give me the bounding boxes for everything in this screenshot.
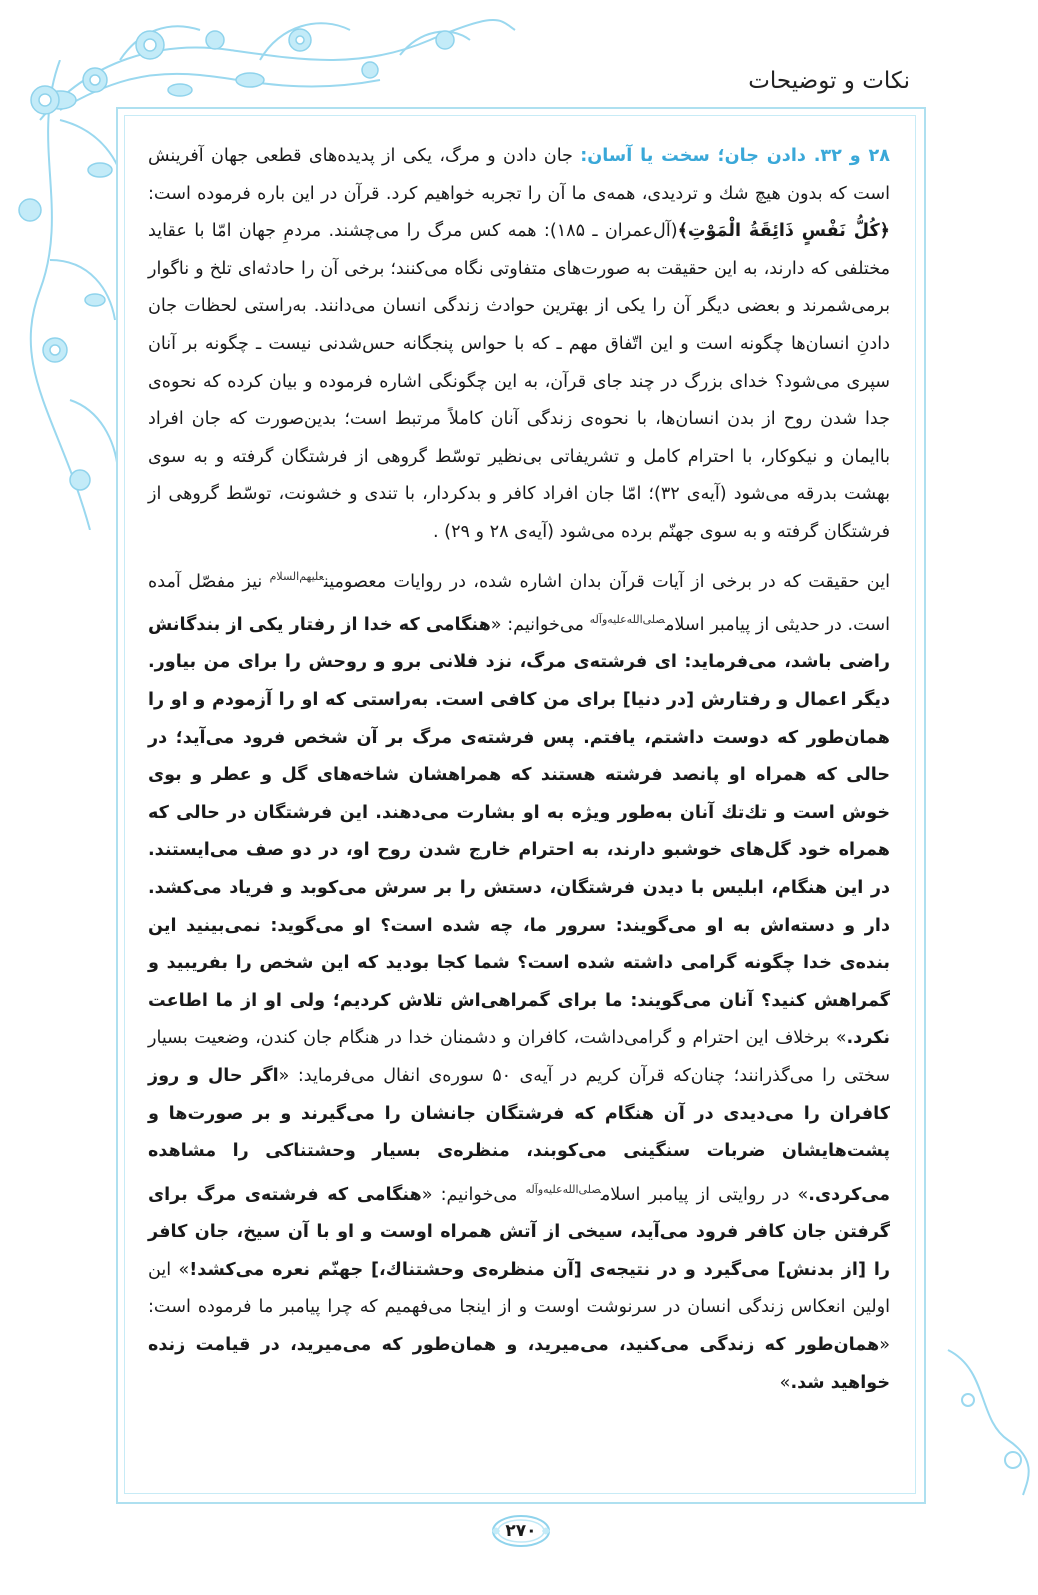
page-number-badge bbox=[490, 1512, 552, 1550]
paragraph-text: » bbox=[779, 1372, 791, 1393]
corner-flourish bbox=[928, 1340, 1038, 1500]
hadith-quote: هنگامی که فرشته‌ی مرگ برای گرفتن جان کافر فرود می‌آید، سیخی از آتش همراه اوست و او با آن سیخ، جان کافر را [از بدنش] می‌گیرد و در نتیجه‌ی [آن منظره‌ی وحشتناك،] جهنّم نعره می‌کشد! bbox=[148, 1184, 890, 1280]
paragraph-text: جان دادن و مرگ، یکی از پدیده‌های قطعی جهان آفرینش است که بدون هیچ شك و تردیدی، همه‌ی ما آن را تجربه خواهیم کرد. قرآن در این باره فرموده است: bbox=[148, 146, 890, 204]
paragraph-1 bbox=[148, 138, 890, 552]
verse-translation: اگر حال و روز کافران را می‌دیدی در آن هنگام که فرشتگان جانشان را می‌گیرند و بر صورت‌ها و پشت‌هایشان ضربات سنگینی می‌کوبند، منظره‌ی بسیار وحشتناکی را مشاهده می‌کردی. bbox=[148, 1065, 890, 1205]
paragraph-text: می‌خوانیم: « bbox=[490, 614, 590, 635]
text-body bbox=[148, 138, 890, 1402]
page-number: ۲۷۰ bbox=[505, 1521, 537, 1541]
quran-verse: ﴿كُلُّ نَفْسٍ ذَائِقَةُ الْمَوْتِ﴾ bbox=[677, 221, 890, 242]
paragraph-heading: ۲۸ و ۳۲. دادن جان؛ سخت یا آسان: bbox=[580, 146, 890, 166]
section-title: نکات و توضیحات bbox=[748, 68, 910, 94]
hadith-quote: هنگامی که خدا از رفتار یکی از بندگانش راضی باشد، می‌فرماید: ای فرشته‌ی مرگ، نزد فلانی برو و روحش را برای من بیاور. دیگر اعمال و رفتارش [در دنیا] برای من کافی است. به‌راستی که او را آزمودم و او را همان‌طور که دوست داشتم، یافتم. پس فرشته‌ی مرگ بر آن شخص فرود می‌آید؛ در حالی که همراه او پانصد فرشته هستند که همراهشان شاخه‌های گل و عطر و بوی خوش است و تك‌تك آنان به‌طور ویژه به او بشارت می‌دهند. این فرشتگان در حالی که همراه خود گل‌های خوشبو دارند، به احترام خارج شدن روح او، در دو صف می‌ایستند. در این هنگام، ابلیس با دیدن فرشتگان، دستش را بر سرش می‌کوبد و فریاد می‌کشد. دار و دسته‌اش به او می‌گویند: سرور ما، چه شده است؟ او می‌گوید: نمی‌بینید این بنده‌ی خدا چگونه گرامی داشته شده است؟ شما کجا بودید که این شخص را بفریبید و گمراهش کنید؟ آنان می‌گویند: ما برای گمراهی‌اش تلاش کردیم؛ ولی او از ما اطاعت نکرد. bbox=[148, 614, 890, 1049]
paragraph-text: » در روایتی از پیامبر اسلام bbox=[600, 1184, 809, 1205]
paragraph-2 bbox=[148, 558, 890, 1403]
paragraph-text: این حقیقت که در برخی از آیات قرآن بدان اشاره شده، در روایات معصومین bbox=[323, 571, 890, 592]
honorific-symbol: صلی‌الله‌علیه‌وآله bbox=[525, 1182, 601, 1196]
hadith-quote: همان‌طور که زندگی می‌کنید، می‌میرید، و همان‌طور که می‌میرید، در قیامت زنده خواهید شد. bbox=[148, 1334, 890, 1393]
paragraph-text: » برخلاف این احترام و گرامی‌داشت، کافران و دشمنان خدا در هنگام جان کندن، وضعیت بسیار سختی را می‌گذرانند؛ چنان‌که قرآن کریم در آیه‌ی ۵۰ سوره‌ی انفال می‌فرماید: « bbox=[148, 1028, 891, 1086]
paragraph-text: می‌خوانیم: « bbox=[421, 1184, 526, 1205]
honorific-symbol: صلی‌الله‌علیه‌وآله bbox=[589, 612, 665, 626]
paragraph-text: (آل‌عمران ـ ۱۸۵): همه کس مرگ را می‌چشند. مردمِ جهان امّا با عقاید مختلفی که دارند، به این حقیقت به صورت‌های متفاوتی نگاه می‌کنند؛ برخی آن را حادثه‌ای تلخ و ناگوار برمی‌شمرند و بعضی دیگر آن را یکی از بهترین حوادث زندگی انسان می‌دانند. به‌راستی لحظات جان دادنِ انسان‌ها چگونه است و این اتّفاق مهم ـ که با حواس پنجگانه حس‌شدنی نیست ـ چگونه بر آنان سپری می‌شود؟ خدای بزرگ در چند جای قرآن، به این چگونگی اشاره فرموده و بیان کرده که نحوه‌ی جدا شدن روح از بدن انسان‌ها، با نحوه‌ی زندگی آنان کاملاً مرتبط است؛ بدین‌صورت که جان افراد باایمان و نیکوکار، با احترام کامل و تشریفاتی بی‌نظیر توسّط گروهی از فرشتگان گرفته و به سوی بهشت بدرقه می‌شود (آیه‌ی ۳۲)؛ امّا جان افراد کافر و بدکردار، با تندی و خشونت، توسّط گروهی از فرشتگان گرفته و به سوی جهنّم برده می‌شود (آیه‌ی ۲۸ و ۲۹) . bbox=[148, 221, 890, 542]
paragraph-text: » این اولین انعکاس زندگی انسان در سرنوشت اوست و از اینجا می‌فهمیم که چرا پیامبر ما فرموده است: « bbox=[148, 1259, 890, 1355]
paragraph-text: نیز مفصّل آمده است. در حدیثی از پیامبر اسلام bbox=[148, 571, 891, 635]
honorific-symbol: علیهم‌السلام bbox=[269, 569, 324, 583]
